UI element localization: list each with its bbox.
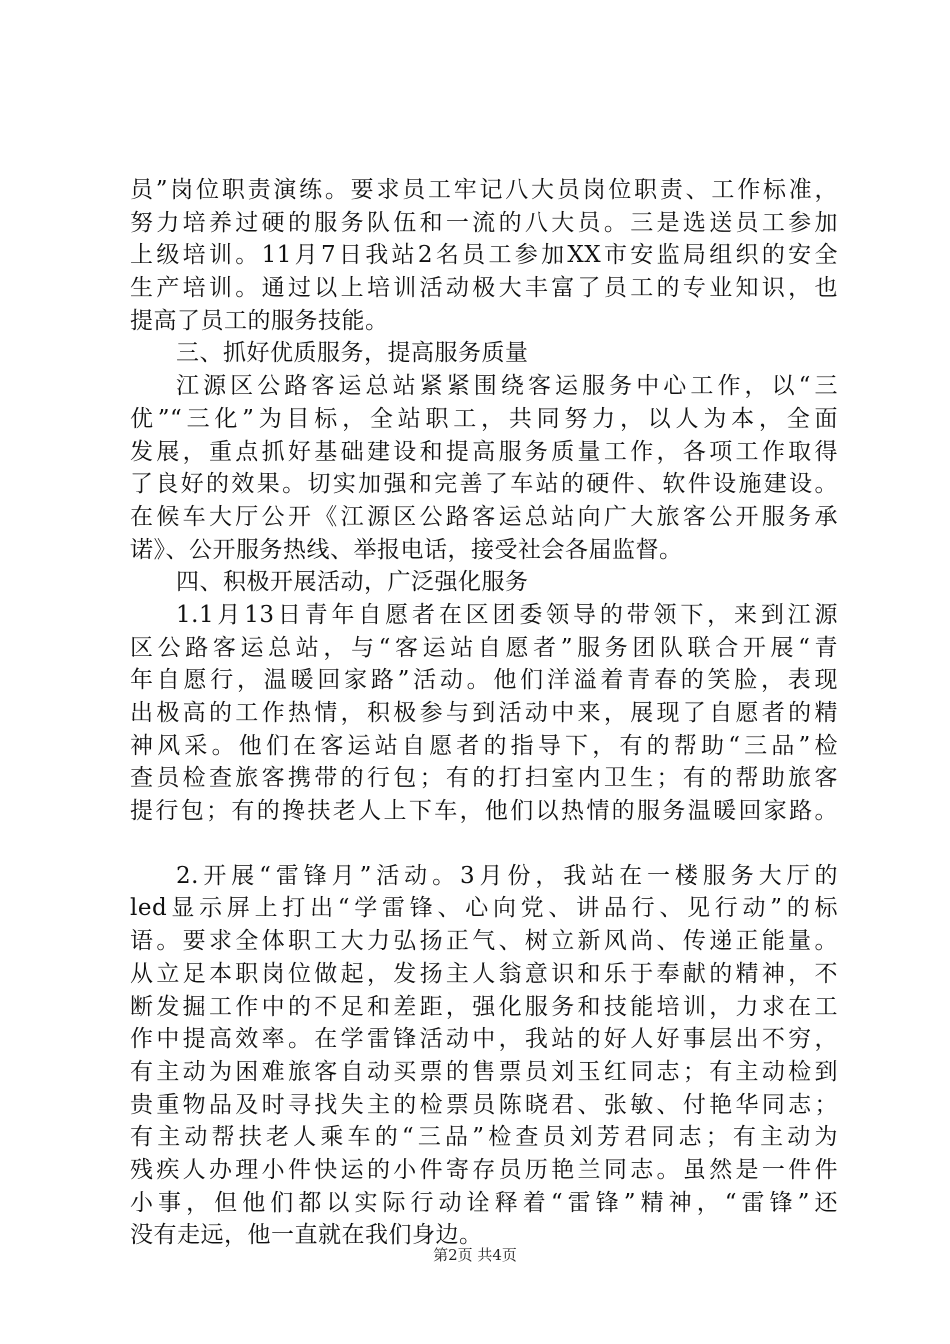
text-line: 查员检查旅客携带的行包；有的打扫室内卫生；有的帮助旅客 — [130, 765, 838, 792]
page-footer: 第2页 共4页 — [433, 1246, 517, 1264]
text-line: 提高了员工的服务技能。 — [130, 307, 389, 334]
paragraph-training — [130, 174, 838, 337]
text-line: 语。要求全体职工大力弘扬正气、树立新风尚、传递正能量。 — [130, 928, 838, 955]
text-line: 断发掘工作中的不足和差距，强化服务和技能培训，力求在工 — [130, 993, 838, 1020]
text-line: 出极高的工作热情，积极参与到活动中来，展现了自愿者的精 — [130, 700, 838, 726]
text-line: 神风采。他们在客运站自愿者的指导下，有的帮助“三品”检 — [130, 732, 838, 759]
text-line: 作中提高效率。在学雷锋活动中，我站的好人好事层出不穷， — [130, 1026, 838, 1053]
paragraph-lei-feng-month — [130, 860, 838, 1252]
text-line: 了良好的效果。切实加强和完善了车站的硬件、软件设施建设。 — [130, 471, 838, 498]
text-line: 诺》、公开服务热线、举报电话，接受社会各届监督。 — [130, 536, 683, 563]
text-line: 1.1月13日青年自愿者在区团委领导的带领下，来到江源 — [176, 601, 838, 628]
text-line: 2.开展“雷锋月”活动。3月份，我站在一楼服务大厅的 — [176, 862, 838, 889]
text-line: 发展，重点抓好基础建设和提高服务质量工作，各项工作取得 — [130, 438, 838, 465]
text-line: 有主动为困难旅客自动买票的售票员刘玉红同志；有主动检到 — [130, 1058, 838, 1085]
text-line: 残疾人办理小件快运的小件寄存员历艳兰同志。虽然是一件件 — [130, 1156, 838, 1183]
paragraph-gap — [130, 828, 838, 860]
text-line: 江源区公路客运总站紧紧围绕客运服务中心工作，以“三 — [176, 373, 838, 400]
text-line: 年自愿行，温暖回家路”活动。他们洋溢着青春的笑脸，表现 — [130, 667, 838, 694]
text-line: 从立足本职岗位做起，发扬主人翁意识和乐于奉献的精神，不 — [130, 960, 838, 987]
document-body — [130, 174, 838, 1252]
text-line: 提行包；有的搀扶老人上下车，他们以热情的服务温暖回家路。 — [130, 798, 838, 825]
text-line: 区公路客运总站，与“客运站自愿者”服务团队联合开展“青 — [130, 634, 838, 661]
text-line: 生产培训。通过以上培训活动极大丰富了员工的专业知识，也 — [130, 275, 838, 302]
text-line: led显示屏上打出“学雷锋、心向党、讲品行、见行动”的标 — [130, 895, 838, 922]
text-line: 努力培养过硬的服务队伍和一流的八大员。三是选送员工参加 — [130, 209, 838, 236]
text-line: 没有走远，他一直就在我们身边。 — [130, 1222, 483, 1249]
text-line: 上级培训。11月7日我站2名员工参加XX市安监局组织的安全 — [130, 242, 838, 269]
paragraph-service-quality — [130, 370, 838, 566]
section-heading-three: 三、抓好优质服务，提高服务质量 — [176, 340, 529, 367]
text-line: 小事，但他们都以实际行动诠释着“雷锋”精神，“雷锋”还 — [130, 1189, 838, 1216]
text-line: 有主动帮扶老人乘车的“三品”检查员刘芳君同志；有主动为 — [130, 1124, 838, 1151]
text-line: 在候车大厅公开《江源区公路客运总站向广大旅客公开服务承 — [130, 503, 838, 530]
paragraph-volunteers — [130, 599, 838, 828]
text-line: 优”“三化”为目标，全站职工，共同努力，以人为本，全面 — [130, 405, 838, 432]
text-line: 员”岗位职责演练。要求员工牢记八大员岗位职责、工作标准， — [130, 177, 838, 203]
section-heading-four: 四、积极开展活动，广泛强化服务 — [176, 569, 529, 596]
text-line: 贵重物品及时寻找失主的检票员陈晓君、张敏、付艳华同志； — [130, 1091, 838, 1118]
